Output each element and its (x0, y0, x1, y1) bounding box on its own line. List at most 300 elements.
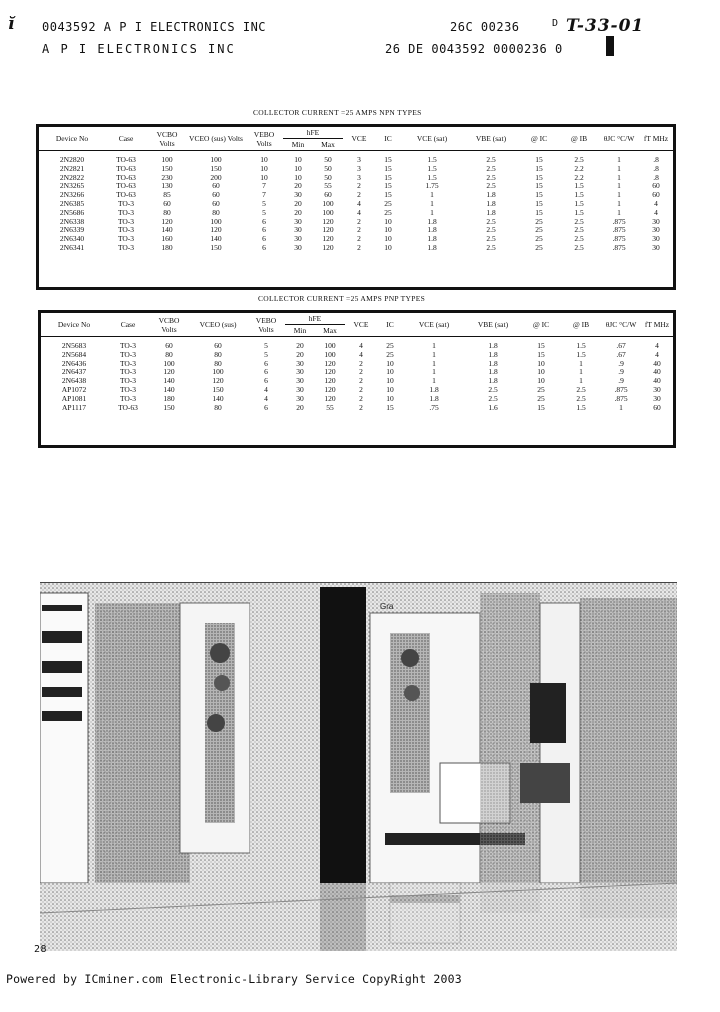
table-cell: 100 (212, 367, 224, 377)
table-cell: 1.8 (429, 384, 439, 394)
table-cell: 25 (535, 225, 543, 235)
table-cell: 1 (432, 376, 436, 386)
table-cell: 2.5 (486, 225, 496, 235)
table-cell: 4 (654, 198, 658, 208)
table-cell: 10 (384, 225, 392, 235)
table-cell: 100 (163, 358, 175, 368)
table-cell: 140 (163, 376, 175, 386)
table-cell: 2N6436 (61, 358, 87, 368)
table-cell: 120 (324, 358, 336, 368)
col-vce: VCE (343, 127, 375, 151)
table-cell: 1.5 (574, 181, 584, 191)
table-cell: .9 (618, 358, 624, 368)
table-cell: 30 (294, 216, 302, 226)
table-cell: 2 (357, 242, 361, 252)
table-cell: 230 (161, 172, 173, 182)
table-cell: 50 (324, 163, 332, 173)
table-cell: 120 (324, 393, 336, 403)
table-cell: 30 (294, 242, 302, 252)
table-cell: 2.5 (488, 384, 498, 394)
table-cell: 4 (357, 207, 361, 217)
table-cell: 2 (359, 367, 363, 377)
table-cell: 2N6341 (59, 242, 85, 252)
table-cell: 15 (535, 181, 543, 191)
col-theta: θJC °C/W (599, 127, 639, 151)
table-cell: 1.8 (427, 216, 437, 226)
table-cell: 2.5 (486, 163, 496, 173)
npn-table-frame (36, 124, 676, 290)
table-cell: 1.8 (427, 225, 437, 235)
table-cell: 15 (537, 341, 545, 350)
header-line2-code: 26 DE 0043592 0000236 0 (385, 42, 563, 56)
table-cell: 2 (359, 402, 363, 412)
table-cell: 2N2820 (59, 155, 85, 164)
table-cell: .8 (653, 172, 659, 182)
col-vceo: VCEO (sus) Volts (187, 127, 245, 151)
col-at-ib: @ IB (561, 313, 601, 337)
table-cell: TO-3 (119, 341, 137, 350)
col-theta: θJC °C/W (601, 313, 641, 337)
table-cell: 10 (386, 358, 394, 368)
table-cell: 100 (322, 198, 334, 208)
table-cell: 15 (537, 349, 545, 359)
table-cell: 55 (324, 181, 332, 191)
table-cell: TO-3 (119, 384, 137, 394)
table-cell: 2 (357, 216, 361, 226)
table-cell: TO-3 (119, 393, 137, 403)
table-cell: 1 (430, 198, 434, 208)
col-case: Case (107, 313, 149, 337)
table-cell: 100 (322, 207, 334, 217)
table-cell: 2 (357, 181, 361, 191)
table-cell: 60 (212, 181, 220, 191)
table-cell: 200 (210, 172, 222, 182)
table-cell: 10 (537, 358, 545, 368)
table-cell: .9 (618, 367, 624, 377)
table-cell: 10 (294, 155, 302, 164)
header-line1-title: 0043592 A P I ELECTRONICS INC (42, 20, 267, 34)
table-cell: 30 (296, 358, 304, 368)
table-cell: 140 (163, 384, 175, 394)
table-cell: 2.5 (574, 234, 584, 244)
table-cell: 3 (357, 155, 361, 164)
table-cell: 80 (214, 402, 222, 412)
table-cell: 60 (652, 181, 660, 191)
header-line1-code: 26C 00236 (450, 20, 520, 34)
table-cell: 15 (535, 207, 543, 217)
col-vebo: VEBO Volts (245, 127, 283, 151)
table-cell: 2N6385 (59, 198, 85, 208)
table-cell: 6 (262, 242, 266, 252)
table-cell: TO-3 (117, 225, 135, 235)
table-cell: 4 (264, 393, 268, 403)
table-row (41, 337, 673, 351)
table-cell: 120 (322, 242, 334, 252)
pnp-table-body (41, 337, 673, 413)
col-vbe-sat: VBE (sat) (465, 313, 521, 337)
table-cell: 30 (652, 216, 660, 226)
table-cell: 20 (296, 349, 304, 359)
table-row (41, 404, 673, 413)
table-cell: 30 (652, 234, 660, 244)
table-cell: 10 (386, 384, 394, 394)
table-cell: .875 (612, 225, 626, 235)
table-cell: 120 (161, 216, 173, 226)
table-cell: 140 (212, 393, 224, 403)
factory-photo (40, 582, 677, 951)
table-cell: 25 (384, 198, 392, 208)
table-cell: 10 (260, 163, 268, 173)
table-cell: 2.5 (486, 242, 496, 252)
table-cell: 1 (619, 402, 623, 412)
table-cell: TO-3 (119, 376, 137, 386)
table-cell: 1 (617, 163, 621, 173)
col-hfe: hFE (285, 313, 345, 325)
col-vbe-sat: VBE (sat) (463, 127, 519, 151)
table-cell: 40 (653, 376, 661, 386)
col-vce-sat: VCE (sat) (403, 313, 465, 337)
table-cell: 1.5 (427, 172, 437, 182)
table-cell: 2N6339 (59, 225, 85, 235)
table-cell: 30 (653, 393, 661, 403)
table-cell: 6 (264, 358, 268, 368)
table-cell: 3 (357, 172, 361, 182)
table-cell: 1 (579, 376, 583, 386)
col-device: Device No (39, 127, 105, 151)
table-cell: 100 (210, 216, 222, 226)
table-cell: 25 (535, 242, 543, 252)
table-cell: 120 (322, 225, 334, 235)
table-cell: 1 (430, 190, 434, 200)
col-ft: fT MHz (641, 313, 673, 337)
table-cell: 100 (210, 155, 222, 164)
table-cell: 60 (165, 341, 173, 350)
table-cell: 80 (214, 358, 222, 368)
table-cell: 1.5 (576, 349, 586, 359)
table-cell: 15 (535, 172, 543, 182)
table-cell: AP1081 (61, 393, 87, 403)
pnp-table-frame (38, 310, 676, 448)
table-cell: 2N6338 (59, 216, 85, 226)
table-cell: TO-3 (119, 349, 137, 359)
table-cell: 120 (322, 234, 334, 244)
table-cell: .8 (653, 163, 659, 173)
table-cell: 150 (210, 163, 222, 173)
table-cell: 6 (262, 216, 266, 226)
table-cell: 2N5684 (61, 349, 87, 359)
table-cell: TO-3 (117, 198, 135, 208)
table-cell: 2N6340 (59, 234, 85, 244)
table-cell: 15 (384, 172, 392, 182)
table-cell: TO-63 (116, 172, 136, 182)
table-cell: 60 (214, 341, 222, 350)
table-cell: 25 (535, 216, 543, 226)
table-cell: 2N6437 (61, 367, 87, 377)
pnp-spec-table (41, 313, 673, 412)
table-cell: 2.5 (486, 172, 496, 182)
table-cell: 1.8 (488, 358, 498, 368)
table-cell: TO-63 (118, 402, 138, 412)
col-vce-sat: VCE (sat) (401, 127, 463, 151)
table-cell: 2N5683 (61, 341, 87, 350)
table-cell: 30 (294, 234, 302, 244)
table-cell: .875 (614, 393, 628, 403)
table-cell: 180 (163, 393, 175, 403)
table-cell: 1.8 (486, 198, 496, 208)
table-cell: 15 (384, 155, 392, 164)
table-cell: 25 (537, 384, 545, 394)
table-cell: 1 (432, 341, 436, 350)
table-cell: 5 (262, 198, 266, 208)
table-cell: 2N3265 (59, 181, 85, 191)
table-cell: 80 (212, 207, 220, 217)
table-cell: 6 (262, 225, 266, 235)
table-cell: 2 (357, 190, 361, 200)
table-cell: 15 (535, 163, 543, 173)
table-cell: 1.5 (576, 341, 586, 350)
table-cell: 5 (264, 341, 268, 350)
table-cell: 20 (296, 341, 304, 350)
table-cell: 1.5 (427, 155, 437, 164)
col-at-ib: @ IB (559, 127, 599, 151)
table-cell: TO-63 (116, 181, 136, 191)
handwritten-code: T-33-01 (566, 16, 645, 36)
table-cell: 30 (296, 393, 304, 403)
table-cell: 4 (654, 207, 658, 217)
table-cell: 130 (161, 181, 173, 191)
table-cell: 1.8 (488, 341, 498, 350)
table-cell: 20 (296, 402, 304, 412)
table-cell: 25 (386, 349, 394, 359)
factory-photo-drawing (40, 583, 677, 951)
table-cell: 15 (384, 181, 392, 191)
table-cell: 1 (430, 207, 434, 217)
table-cell: 2.5 (576, 384, 586, 394)
table-cell: 1.8 (488, 349, 498, 359)
table-cell: 160 (161, 234, 173, 244)
table-cell: 2.5 (486, 216, 496, 226)
table-cell: 4 (264, 384, 268, 394)
photo-sign-text: Gra (380, 602, 394, 611)
table-cell: 2.2 (574, 163, 584, 173)
table-cell: 6 (264, 402, 268, 412)
header-line1-d: D (552, 18, 559, 29)
table-cell: 25 (386, 341, 394, 350)
col-vcbo: VCBO Volts (147, 127, 187, 151)
col-at-ic: @ IC (521, 313, 561, 337)
table-cell: 15 (535, 198, 543, 208)
table-cell: 120 (322, 216, 334, 226)
table-cell: TO-3 (117, 234, 135, 244)
table-cell: 2.5 (486, 155, 496, 164)
table-cell: 10 (537, 376, 545, 386)
table-cell: .875 (612, 234, 626, 244)
table-cell: 30 (294, 225, 302, 235)
table-cell: 2N2822 (59, 172, 85, 182)
table-cell: 30 (296, 384, 304, 394)
table-cell: TO-3 (119, 358, 137, 368)
table-cell: 2 (357, 225, 361, 235)
table-cell: .67 (616, 341, 626, 350)
table-cell: 2 (357, 234, 361, 244)
table-cell: 120 (324, 376, 336, 386)
table-cell: 2N6438 (61, 376, 87, 386)
table-cell: 1.8 (488, 367, 498, 377)
table-cell: 2N2821 (59, 163, 85, 173)
page-number: 28 (34, 944, 48, 955)
table-cell: 1.5 (576, 402, 586, 412)
col-vceo: VCEO (sus) (189, 313, 247, 337)
table-cell: 4 (357, 198, 361, 208)
table-cell: 1.8 (486, 190, 496, 200)
table-cell: 60 (652, 190, 660, 200)
table-cell: 50 (324, 172, 332, 182)
table-cell: 1 (432, 349, 436, 359)
table-cell: 1.8 (488, 376, 498, 386)
table-cell: 5 (262, 207, 266, 217)
table-cell: 10 (386, 376, 394, 386)
table-cell: 7 (262, 190, 266, 200)
table-cell: TO-3 (117, 207, 135, 217)
table-cell: 4 (359, 341, 363, 350)
col-vce: VCE (345, 313, 377, 337)
footer-text: Powered by ICminer.com Electronic-Library Service CopyRight 2003 (6, 972, 462, 986)
table-cell: 1 (617, 190, 621, 200)
table-cell: 10 (386, 393, 394, 403)
table-cell: 1 (432, 358, 436, 368)
table-cell: 2 (359, 393, 363, 403)
table-cell: 15 (384, 190, 392, 200)
table-cell: 2.5 (488, 393, 498, 403)
table-cell: 60 (324, 190, 332, 200)
table-cell: 1 (579, 358, 583, 368)
table-cell: 2.2 (574, 172, 584, 182)
table-cell: 30 (653, 384, 661, 394)
table-cell: .75 (429, 402, 439, 412)
table-cell: 15 (386, 402, 394, 412)
table-cell: 25 (537, 393, 545, 403)
table-cell: 1 (432, 367, 436, 377)
npn-table-body (39, 151, 673, 253)
table-cell: .875 (614, 384, 628, 394)
table-cell: 5 (264, 349, 268, 359)
table-cell: 120 (324, 384, 336, 394)
table-cell: 1.8 (486, 207, 496, 217)
col-ft: fT MHz (639, 127, 673, 151)
table-cell: 1.5 (427, 163, 437, 173)
table-cell: 140 (210, 234, 222, 244)
table-cell: 2.5 (576, 393, 586, 403)
table-cell: 15 (537, 402, 545, 412)
table-cell: 1 (617, 198, 621, 208)
table-cell: 1 (617, 155, 621, 164)
table-cell: TO-63 (116, 190, 136, 200)
table-cell: 25 (384, 207, 392, 217)
table-cell: 140 (161, 225, 173, 235)
table-cell: 1 (579, 367, 583, 377)
table-cell: .9 (618, 376, 624, 386)
col-case: Case (105, 127, 147, 151)
table-cell: 80 (163, 207, 171, 217)
table-cell: 30 (652, 225, 660, 235)
table-cell: 1.8 (427, 234, 437, 244)
table-cell: 120 (212, 376, 224, 386)
col-device: Device No (41, 313, 107, 337)
table-cell: 2.5 (574, 155, 584, 164)
table-cell: 10 (386, 367, 394, 377)
pnp-table-title: COLLECTOR CURRENT =25 AMPS PNP TYPES (258, 294, 426, 303)
table-cell: 1.5 (574, 190, 584, 200)
table-cell: 15 (535, 155, 543, 164)
table-cell: 30 (652, 242, 660, 252)
table-cell: 120 (163, 367, 175, 377)
table-cell: 20 (294, 198, 302, 208)
table-cell: 150 (161, 163, 173, 173)
table-cell: 2.5 (574, 242, 584, 252)
table-cell: 3 (357, 163, 361, 173)
table-cell: 40 (653, 367, 661, 377)
table-cell: 60 (212, 190, 220, 200)
table-cell: 40 (653, 358, 661, 368)
table-cell: 4 (655, 341, 659, 350)
table-cell: 30 (296, 376, 304, 386)
table-cell: 20 (294, 207, 302, 217)
table-cell: 10 (384, 216, 392, 226)
table-cell: 180 (161, 242, 173, 252)
table-cell: 1.5 (574, 207, 584, 217)
col-hfe-max: Max (313, 139, 343, 151)
col-hfe: hFE (283, 127, 343, 139)
table-cell: 10 (537, 367, 545, 377)
table-cell: 55 (326, 402, 334, 412)
table-cell: TO-3 (119, 367, 137, 377)
table-cell: 10 (294, 163, 302, 173)
table-cell: 120 (324, 367, 336, 377)
table-cell: 60 (653, 402, 661, 412)
table-cell: .875 (612, 242, 626, 252)
table-cell: 10 (384, 234, 392, 244)
table-cell: 1 (617, 207, 621, 217)
table-cell: 1 (617, 172, 621, 182)
table-cell: 2N3266 (59, 190, 85, 200)
table-cell: 80 (214, 349, 222, 359)
col-at-ic: @ IC (519, 127, 559, 151)
table-cell: 2.5 (486, 181, 496, 191)
table-cell: .67 (616, 349, 626, 359)
table-cell: 15 (384, 163, 392, 173)
table-cell: 15 (535, 190, 543, 200)
table-cell: AP1072 (61, 384, 87, 394)
table-cell: 30 (294, 190, 302, 200)
table-cell: 7 (262, 181, 266, 191)
table-cell: 100 (324, 341, 336, 350)
col-hfe-min: Min (283, 139, 313, 151)
table-cell: 2N5686 (59, 207, 85, 217)
table-cell: 60 (163, 198, 171, 208)
col-vcbo: VCBO Volts (149, 313, 189, 337)
table-cell: 1.5 (574, 198, 584, 208)
header-line2-title: A P I ELECTRONICS INC (42, 42, 236, 56)
table-cell: 2 (359, 376, 363, 386)
table-cell: 2.5 (486, 234, 496, 244)
table-cell: 10 (260, 155, 268, 164)
col-ic: IC (377, 313, 403, 337)
col-vebo: VEBO Volts (247, 313, 285, 337)
table-cell: TO-3 (117, 242, 135, 252)
table-cell: 2 (359, 358, 363, 368)
table-cell: 10 (294, 172, 302, 182)
table-cell: 25 (535, 234, 543, 244)
